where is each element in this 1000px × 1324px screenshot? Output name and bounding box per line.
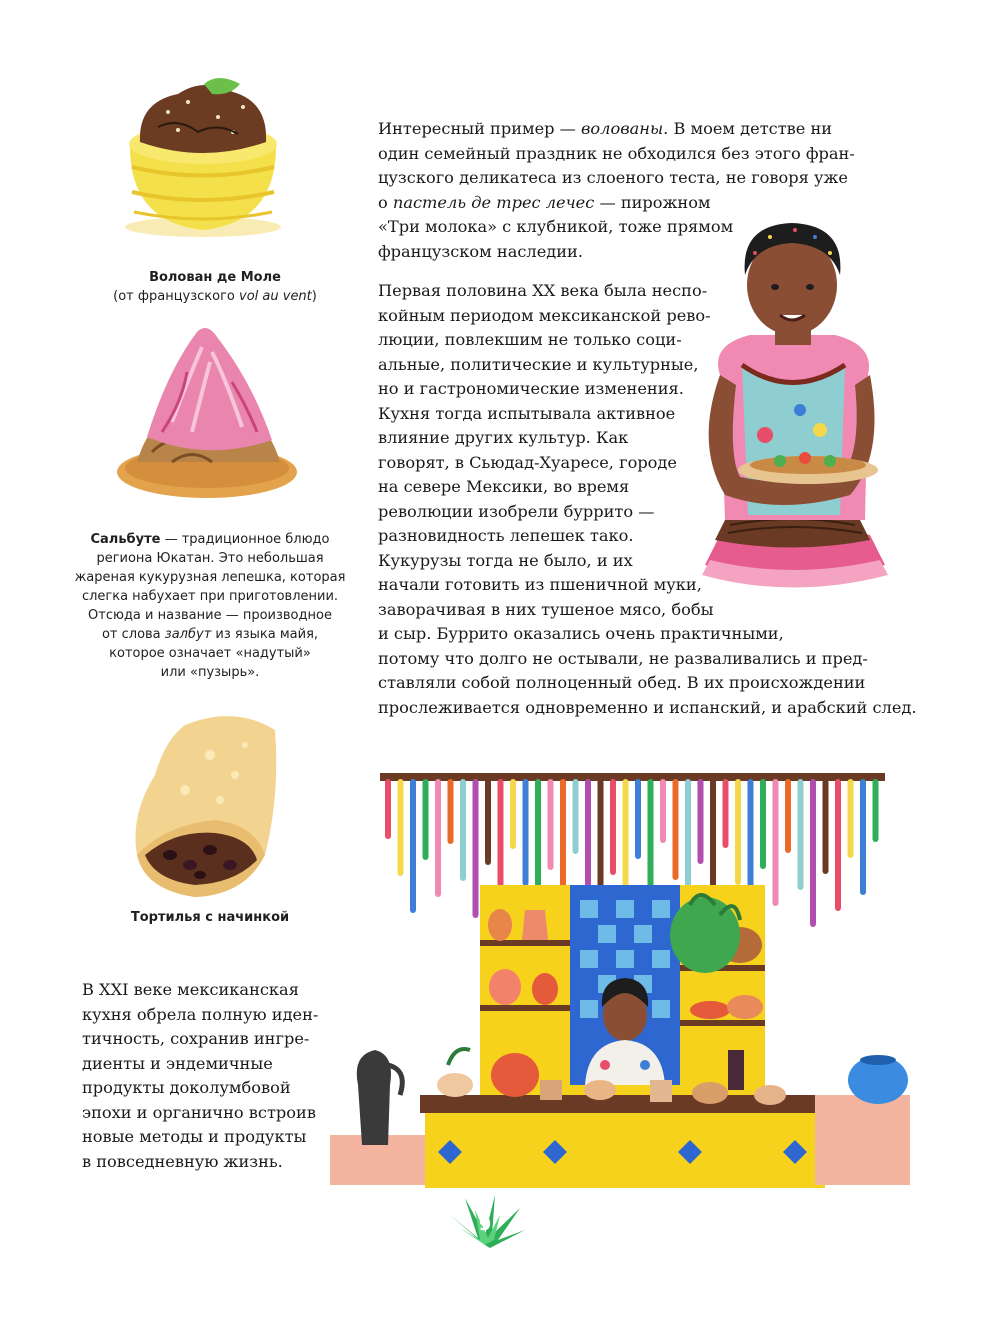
p1-line-5: «Три молока» с клубникой, тоже прямом [378,217,734,236]
ribbon [810,779,816,927]
salbute-bold: Сальбуте [90,532,161,547]
p1-line-1c: . В моем детстве ни [663,119,833,138]
page-number: 9 [478,1214,492,1235]
p2-line-9: на севере Мексики, во время [378,477,630,496]
ribbon [723,779,729,848]
ribbon [785,779,791,853]
p2-line-1: Первая половина XX века была неспо- [378,281,708,300]
p2-line-12: Кукурузы тогда не было, и их [378,550,633,570]
ribbon [860,779,866,895]
tortilla-illustration [125,705,285,900]
side-paragraph [82,978,322,1174]
ribbon [673,779,679,880]
woman-with-plate-illustration [680,215,905,600]
p2-line-6: Кухня тогда испытывала активное [378,403,676,423]
ribbon [410,779,416,913]
ribbon [698,779,704,864]
side-line-1: В XXI веке мексиканская [82,980,299,999]
p2-line-18: прослеживается одновременно и испанский, и арабский след. [378,697,917,717]
p1-line-4c: — пирожном [594,192,711,212]
ribbon [873,779,879,842]
p2-line-2: койным периодом мексиканской рево- [378,305,711,325]
salbute-line-7: которое означает «надутый» [109,646,311,661]
ribbon [398,779,404,876]
tortilla-title: Тортилья с начинкой [130,910,290,925]
ribbon [823,779,829,874]
p1-line-2: один семейный праздник не обходился без этого фран- [378,143,855,163]
ribbon [585,779,591,891]
p2-line-7: влияние других культур. Как [378,428,629,447]
salbute-line-2: региона Юкатан. Это небольшая [96,551,324,566]
ribbon [710,779,716,901]
vol-au-vent-sub-italic: vol au vent [239,289,312,304]
ribbon [773,779,779,906]
ribbon [448,779,454,844]
p2-line-14: заворачивая в них тушеное мясо, бобы [378,599,714,619]
p2-line-10: революции изобрели буррито — [378,501,655,521]
vol-au-vent-sub-suffix: ) [311,289,317,304]
side-line-7: новые методы и продукты [82,1127,307,1146]
p2-line-5: но и гастрономические изменения. [378,379,684,398]
vol-au-vent-illustration [118,72,293,247]
p2-line-8: говорят, в Сьюдад-Хуаресе, городе [378,452,677,472]
ribbon [510,779,516,849]
p2-line-11: разновидность лепешек тако. [378,526,634,545]
ribbon [635,779,641,859]
p2-line-4: альные, политические и культурные, [378,354,699,374]
ribbon [498,779,504,902]
p2-line-16: потому что долго не остывали, не разваливались и пред- [378,648,868,668]
salbute-line-6a: от слова [101,627,165,642]
salbute-line-3: жареная кукурузная лепешка, которая [74,570,346,585]
ribbon [835,779,841,911]
salbute-line-6c: из языка майя, [211,627,319,642]
ribbon [610,779,616,875]
vol-au-vent-sub-prefix: (от французского [113,289,240,304]
ribbon [423,779,429,860]
p1-line-1a: Интересный пример — [378,119,582,138]
salbute-line-4: слегка набухает при приготовлении. [81,589,339,604]
vol-au-vent-title: Волован де Моле [149,270,281,285]
salbute-illustration [112,322,302,502]
p1-line-6: французском наследии. [378,241,583,261]
ribbon [848,779,854,858]
p1-line-4a: о [378,192,393,212]
p1-line-4b: пастель де трес лечес [392,192,595,212]
ribbon [573,779,579,854]
side-line-2: кухня обрела полную иден- [82,1004,319,1024]
ribbon [760,779,766,869]
ribbon [435,779,441,897]
ribbon [735,779,741,885]
p1-line-3: цузского деликатеса из слоеного теста, не говоря уже [378,168,849,187]
p2-line-13: начали готовить из пшеничной муки, [378,575,702,594]
side-line-6: эпохи и органично встроив [82,1102,316,1122]
ribbon [385,779,391,839]
side-line-8: в повседневную жизнь. [82,1151,283,1171]
ribbon [548,779,554,870]
p2-line-3: люции, повлекшим не только соци- [378,330,682,349]
salbute-line-6b: залбут [164,627,212,642]
ribbon [660,779,666,843]
salbute-line-5: Отсюда и название — производное [88,608,332,623]
side-line-5: продукты доколумбовой [82,1078,291,1097]
vol-au-vent-caption [100,268,330,306]
p2-line-15: и сыр. Буррито оказались очень практичными, [378,624,784,643]
p1-line-1 [378,117,893,142]
ribbon [648,779,654,896]
ribbon [473,779,479,918]
salbute-line-8: или «пузырь». [160,665,260,680]
p2-line-17: ставляли собой полноценный обед. В их происхождении [378,673,866,692]
side-line-3: тичность, сохранив ингре- [82,1029,310,1048]
side-line-4: диенты и эндемичные [82,1053,273,1073]
salbute-line-1: — традиционное блюдо [160,532,330,547]
salbute-caption [55,530,365,682]
market-stall-illustration [330,765,915,1190]
ribbon [460,779,466,881]
p1-line-1b: волованы [581,119,664,138]
tortilla-caption [100,908,320,927]
p1-line-4 [378,191,893,216]
ribbon [523,779,529,886]
ribbon [485,779,491,865]
ribbon [798,779,804,890]
